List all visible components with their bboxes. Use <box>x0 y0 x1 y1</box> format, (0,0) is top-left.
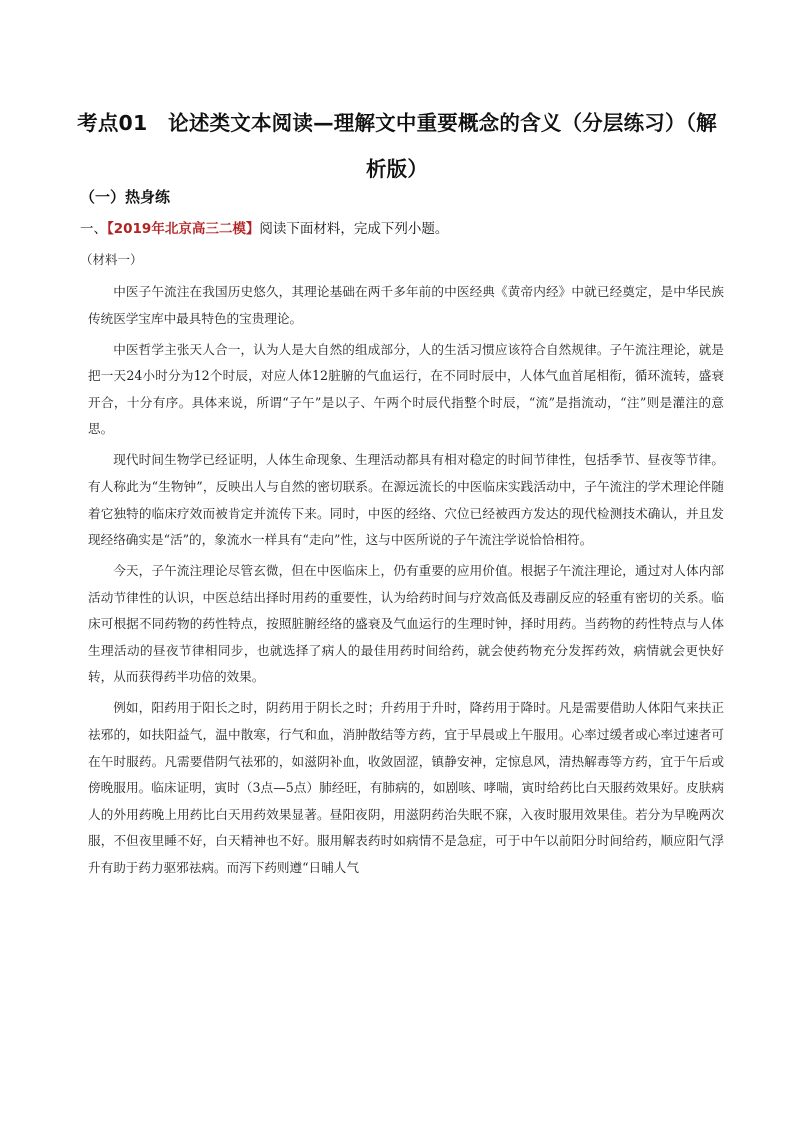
page-title: 考点01 论述类文本阅读—理解文中重要概念的含义（分层练习）（解析版） <box>77 111 717 181</box>
paragraph: 中医子午流注在我国历史悠久，其理论基础在两千多年前的中医经典《黄帝内经》中就已经奠定，是中华民族传统医学宝库中最具特色的宝贵理论。 <box>88 284 724 326</box>
material-label: （材料一） <box>80 252 143 267</box>
paragraph: 今天，子午流注理论尽管玄微，但在中医临床上，仍有重要的应用价值。根据子午流注理论，通过对人体内部活动节律性的认识，中医总结出择时用药的重要性，认为给药时间与疗效高低及毒副反应的轻重有密切的关系。临床可根据不同药物的药性特点，按照脏腑经络的盛衰及气血运行的生理时钟，择时用药。当药物的药性特点与人体生理活动的昼夜节律相同步，也就选择了病人的最佳用药时间给药，就会使药物充分发挥药效，病情就会更快好转，从而获得药半功倍的效果。 <box>88 563 724 685</box>
question-stem <box>80 217 448 237</box>
paragraph: 现代时间生物学已经证明，人体生命现象、生理活动都具有相对稳定的时间节律性，包括季节、昼夜等节律。有人称此为“生物钟”，反映出人与自然的密切联系。在源远流长的中医临床实践活动中，子午流注的学术理论伴随着它独特的临床疗效而被肯定并流传下来。同时，中医的经络、穴位已经被西方发达的现代检测技术确认，并且发现经络确实是“活”的，象流水一样具有“走向”性，这与中医所说的子午流注学说恰恰相符。 <box>88 452 724 548</box>
question-number: 一、 <box>80 221 107 237</box>
question-prompt: 阅读下面材料，完成下列小题。 <box>259 221 449 237</box>
article-body <box>88 279 724 886</box>
paragraph: 中医哲学主张天人合一，认为人是大自然的组成部分，人的生活习惯应该符合自然规律。子午流注理论，就是把一天24小时分为12个时辰，对应人体12脏腑的气血运行，在不同时辰中，人体气血首尾相衔，循环流转，盛衰开合，十分有序。具体来说，所谓“子午”是以子、午两个时辰代指整个时辰，“流”是指流动，“注”则是灌注的意思。 <box>88 341 724 437</box>
question-source: 【2019年北京高三二模】 <box>107 221 260 237</box>
section-heading: （一）热身练 <box>80 188 171 206</box>
paragraph: 例如，阳药用于阳长之时，阴药用于阴长之时；升药用于升时，降药用于降时。凡是需要借助人体阳气来扶正祛邪的，如扶阳益气，温中散寒，行气和血，消肿散结等方药，宜于早晨或上午服用。心率过缓者或心率过速者可在午时服药。凡需要借阴气祛邪的，如滋阴补血，收敛固涩，镇静安神，定惊息风，清热解毒等方药，宜于午后或傍晚服用。临床证明，寅时（3点—5点）肺经旺，有肺病的，如剧咳、哮喘，寅时给药比白天服药效果好。皮肤病人的外用药晚上用药比白天用药效果显著。昼阳夜阴，用滋阴药治失眠不寐，入夜时服用效果佳。若分为早晚两次服，不但夜里睡不好，白天精神也不好。服用解表药时如病情不是急症，可于中午以前阳分时间给药，顺应阳气浮升有助于药力驱邪祛病。而泻下药则遵“日晡人气 <box>88 700 724 876</box>
